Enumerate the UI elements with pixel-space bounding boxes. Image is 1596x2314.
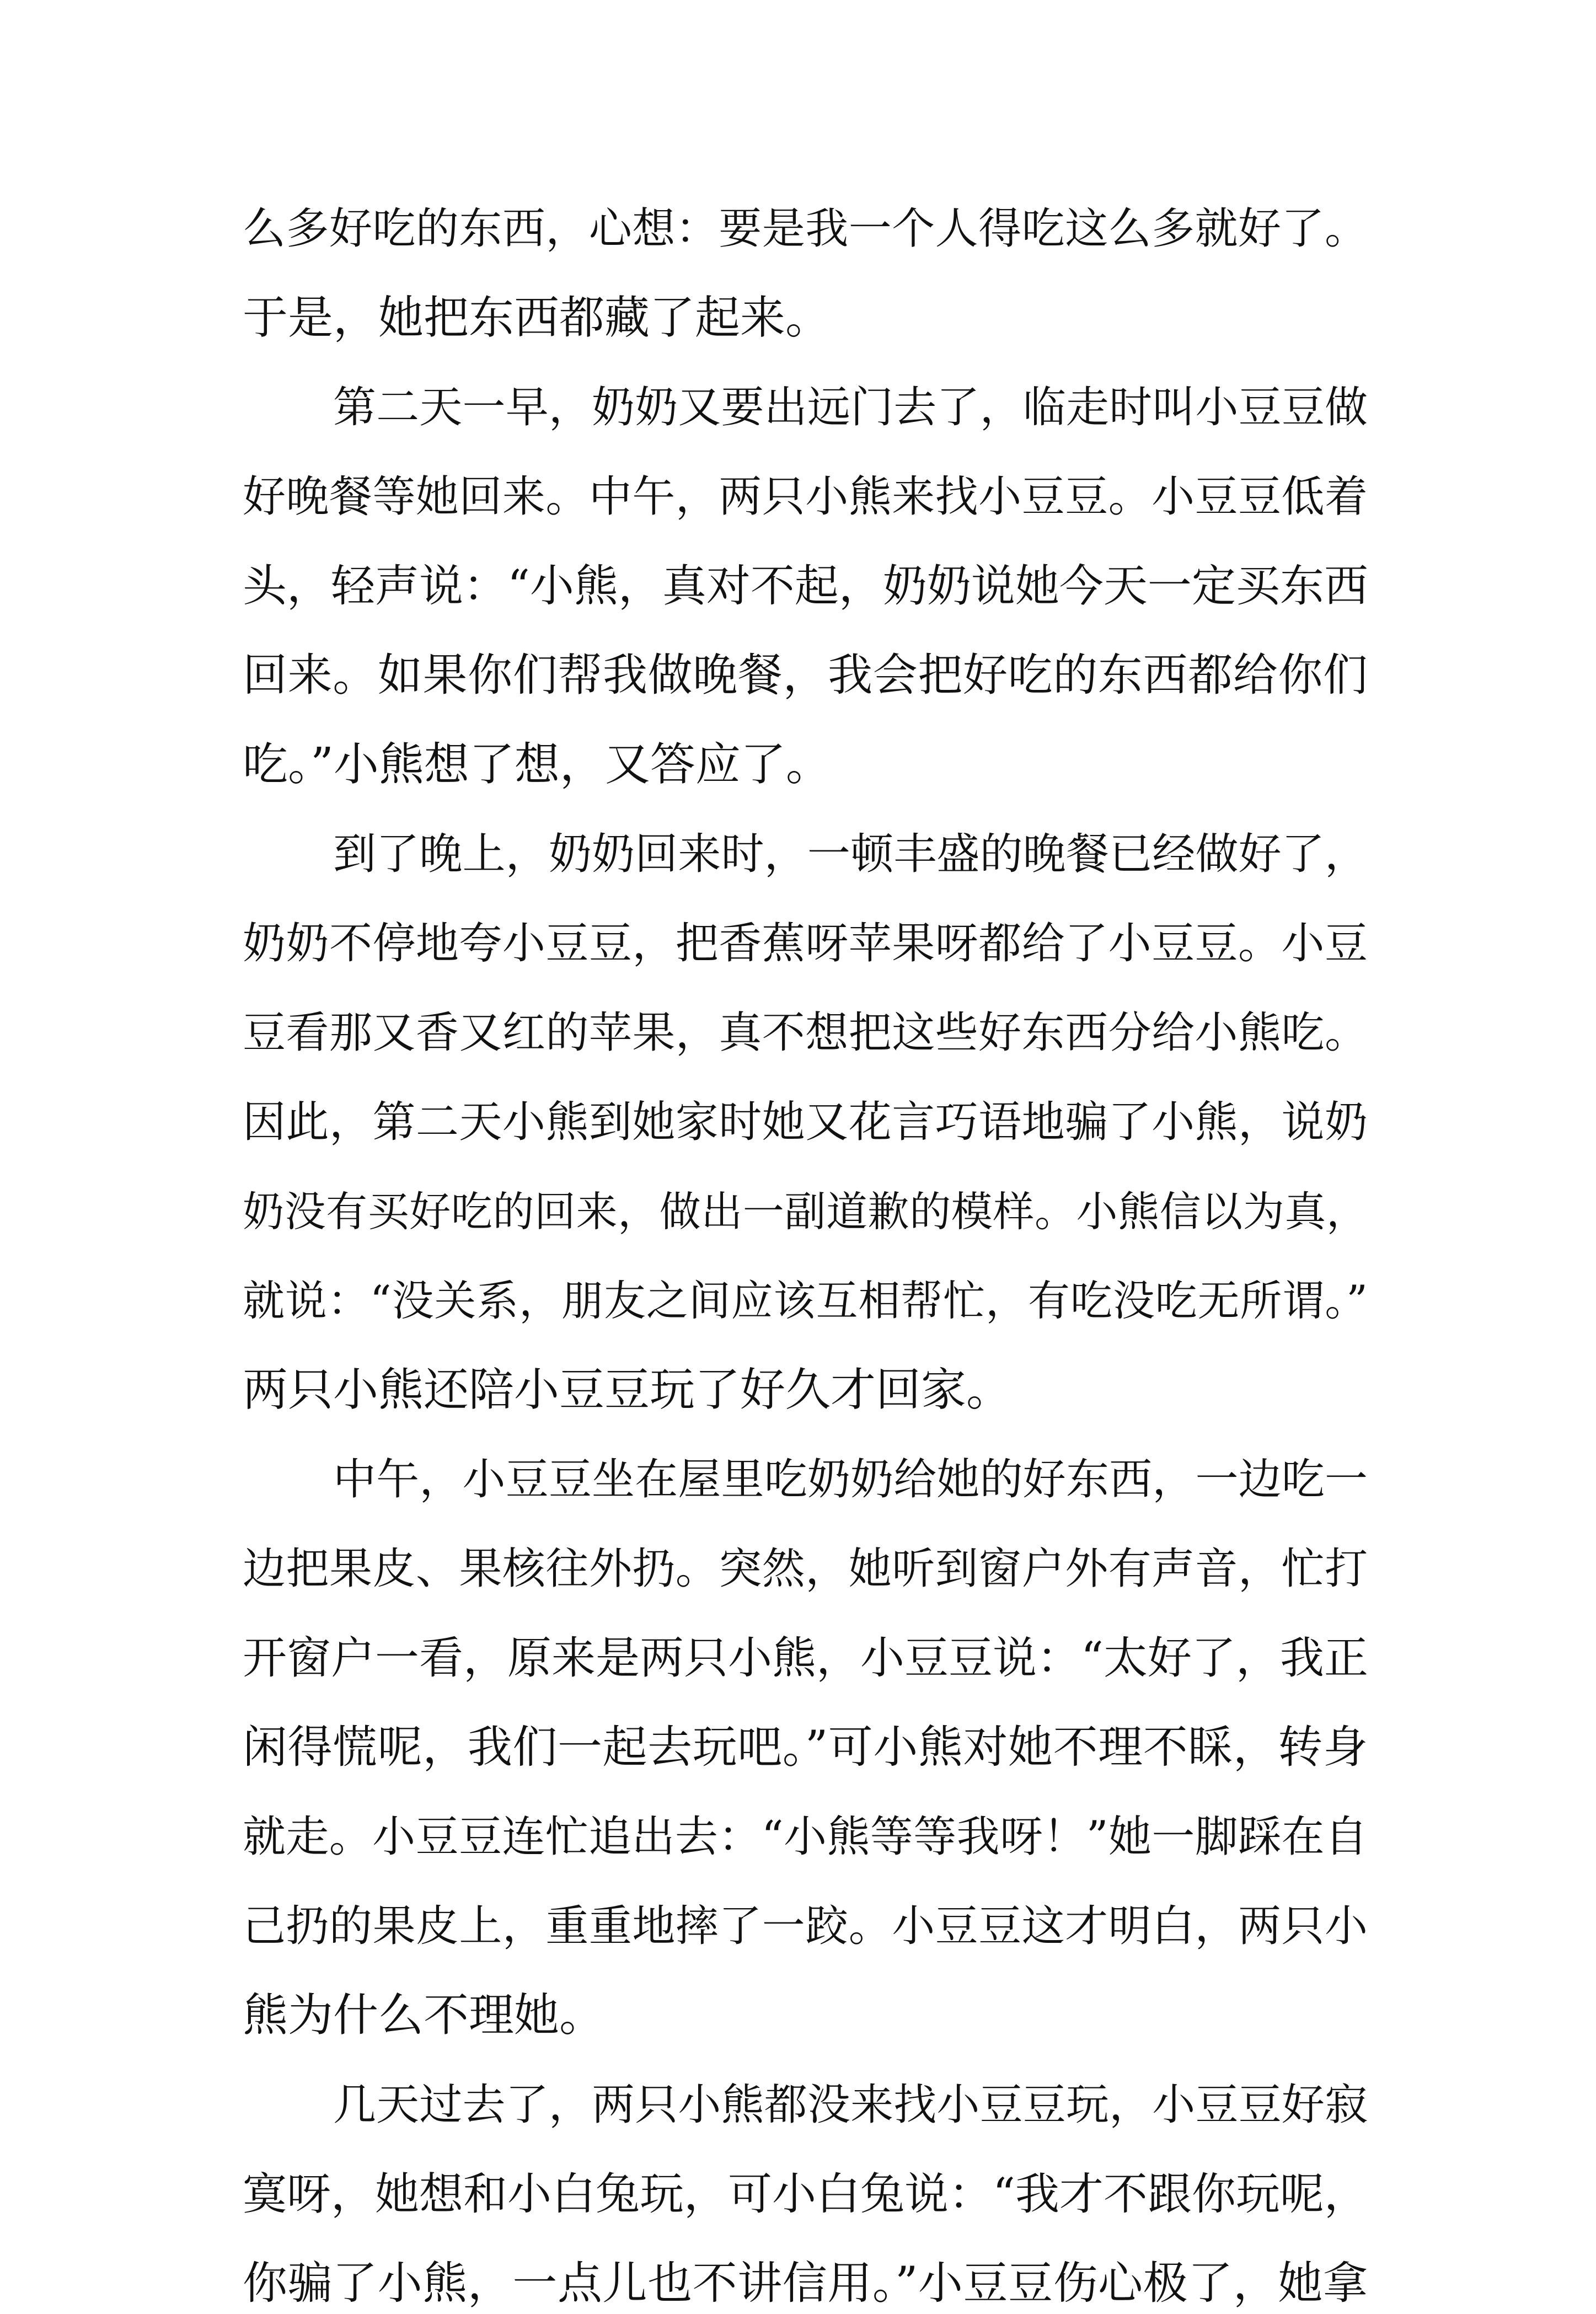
text-line: 两只小熊还陪小豆豆玩了好久才回家。 [243, 1364, 1012, 1416]
text-line: 豆看那又香又红的苹果，真不想把这些好东西分给小熊吃。 [243, 1008, 1368, 1058]
text-line: 于是，她把东西都藏了起来。 [243, 292, 831, 344]
text-line: 回来。如果你们帮我做晚餐，我会把好吃的东西都给你们 [243, 650, 1368, 701]
text-line: 就说：“没关系，朋友之间应该互相帮忙，有吃没吃无所谓。” [243, 1276, 1368, 1325]
text-line: 因此，第二天小熊到她家时她又花言巧语地骗了小熊，说奶 [243, 1097, 1368, 1147]
text-line: 熊为什么不理她。 [243, 1989, 605, 2042]
paragraph-first-line: 第二天一早，奶奶又要出远门去了，临走时叫小豆豆做 [333, 383, 1368, 432]
text-line: 开窗户一看，原来是两只小熊，小豆豆说：“太好了，我正 [243, 1632, 1368, 1684]
text-line: 闲得慌呢，我们一起去玩吧。”可小熊对她不理不睬，转身 [243, 1722, 1368, 1774]
text-line: 就走。小豆豆连忙追出去：“小熊等等我呀！”她一脚踩在自 [243, 1812, 1368, 1862]
paragraph-first-line: 几天过去了，两只小熊都没来找小豆豆玩，小豆豆好寂 [333, 2080, 1368, 2130]
text-line: 己扔的果皮上，重重地摔了一跤。小豆豆这才明白，两只小 [243, 1901, 1368, 1951]
text-line: 头，轻声说：“小熊，真对不起，奶奶说她今天一定买东西 [243, 560, 1368, 612]
text-line: 奶奶不停地夸小豆豆，把香蕉呀苹果呀都给了小豆豆。小豆 [243, 919, 1368, 968]
text-line: 边把果皮、果核往外扔。突然，她听到窗户外有声音，忙打 [243, 1544, 1368, 1594]
text-line: 吃。”小熊想了想，又答应了。 [243, 738, 831, 791]
text-line: 寞呀，她想和小白兔玩，可小白兔说：“我才不跟你玩呢， [243, 2168, 1368, 2220]
paragraph-first-line: 到了晚上，奶奶回来时，一顿丰盛的晚餐已经做好了， [333, 829, 1368, 879]
text-line: 你骗了小熊，一点儿也不讲信用。”小豆豆伤心极了，她拿 [243, 2258, 1368, 2310]
text-line: 么多好吃的东西，心想：要是我一个人得吃这么多就好了。 [243, 204, 1368, 254]
text-line: 奶没有买好吃的回来，做出一副道歉的模样。小熊信以为真， [243, 1187, 1368, 1236]
paragraph-first-line: 中午，小豆豆坐在屋里吃奶奶给她的好东西，一边吃一 [333, 1455, 1368, 1504]
text-line: 好晚餐等她回来。中午，两只小熊来找小豆豆。小豆豆低着 [243, 472, 1368, 522]
